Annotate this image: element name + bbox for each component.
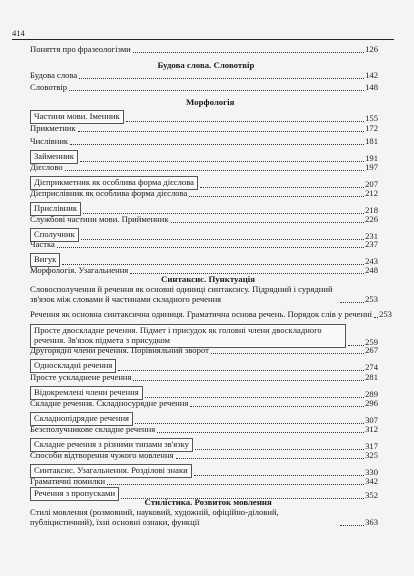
leader-dots <box>70 144 364 145</box>
toc-entry-label: Складне речення. Складносурядне речення <box>30 398 189 408</box>
leader-dots <box>157 432 364 433</box>
leader-dots <box>133 52 364 53</box>
toc-entry[interactable] <box>30 83 378 93</box>
toc-entry-label: Способи відтворення чужого мовлення <box>30 450 174 460</box>
toc-entry-label: Безсполучникове складне речення <box>30 424 156 434</box>
toc-entry-label: Морфологія. Узагальнення <box>30 265 129 275</box>
toc-entry-label: Граматичні помилки <box>30 476 106 486</box>
toc-entry[interactable] <box>30 309 392 320</box>
toc-entry-label: Частка <box>30 239 55 249</box>
toc-entry[interactable] <box>30 45 378 55</box>
toc-entry-label: Дієприкметник як особлива форма дієслова <box>30 176 198 190</box>
toc-entry-label: Словосполучення й речення як основні одиниці синтаксису. Підрядний і сурядний зв'язок між словами й частинами складного речення <box>30 284 333 304</box>
toc-entry-label: Складнопідрядне речення <box>30 412 133 426</box>
leader-dots <box>340 525 364 526</box>
toc-entry[interactable] <box>30 508 378 528</box>
toc-entry-label: Складне речення з різними типами зв'язку <box>30 438 193 452</box>
leader-dots <box>133 380 364 381</box>
toc-entry-label: Дієприслівник як особлива форма дієслова <box>30 188 188 198</box>
leader-dots <box>80 161 364 162</box>
toc-entry-label: Сполучник <box>30 228 79 242</box>
toc-entry-page: 259 <box>365 336 378 347</box>
section-heading: Морфологія <box>186 97 235 107</box>
toc-entry-page: 212 <box>365 188 378 198</box>
toc-entry-page: 307 <box>365 415 378 425</box>
toc-entry[interactable] <box>30 150 378 164</box>
toc-entry-label: Прислівник <box>30 202 81 216</box>
toc-entry-page: 274 <box>365 362 378 372</box>
toc-entry[interactable] <box>30 189 378 199</box>
leader-dots <box>79 78 364 79</box>
leader-dots <box>69 90 364 91</box>
toc-entry[interactable] <box>30 124 378 134</box>
toc-entry[interactable] <box>30 451 378 461</box>
leader-dots <box>176 458 365 459</box>
toc-entry-page: 325 <box>365 450 378 460</box>
toc-entry-label: Частини мови. Іменник <box>30 110 124 124</box>
section-heading: Синтаксис. Пунктуація <box>161 274 255 284</box>
toc-entry[interactable] <box>30 137 378 147</box>
toc-entry-page: 191 <box>365 153 378 163</box>
toc-entry-page: 317 <box>365 441 378 451</box>
toc-entry-page: 155 <box>365 113 378 123</box>
toc-entry-label: Речення з пропусками <box>30 487 119 501</box>
toc-entry-page: 126 <box>365 44 378 54</box>
toc-entry[interactable] <box>30 477 378 487</box>
toc-entry-label: Поняття про фразеологізми <box>30 44 131 54</box>
toc-entry[interactable] <box>30 425 378 435</box>
toc-entry[interactable] <box>30 71 378 81</box>
leader-dots <box>78 131 364 132</box>
toc-entry-page: 172 <box>365 123 378 133</box>
toc-entry-page: 218 <box>365 205 378 215</box>
leader-dots <box>200 187 364 188</box>
toc-entry-page: 312 <box>365 424 378 434</box>
toc-entry-label: Службові частини мови. Прийменник <box>30 214 169 224</box>
toc-entry[interactable] <box>30 359 378 373</box>
toc-entry-page: 231 <box>365 231 378 241</box>
toc-entry-label: Будова слова <box>30 70 78 80</box>
toc-entry-page: 142 <box>365 70 378 80</box>
toc-entry-label: Займенник <box>30 150 78 164</box>
toc-entry-page: 296 <box>365 398 378 408</box>
leader-dots <box>171 222 365 223</box>
toc-entry-label: Другорядні члени речення. Порівняльний зворот <box>30 345 209 355</box>
leader-dots <box>374 317 378 318</box>
leader-dots <box>57 247 364 248</box>
toc-entry-label: Синтаксис. Узагальнення. Розділові знаки <box>30 464 192 478</box>
page-number: 414 <box>12 28 25 38</box>
toc-entry-page: 181 <box>365 136 378 146</box>
leader-dots <box>340 302 364 303</box>
toc-entry[interactable] <box>30 373 378 383</box>
leader-dots <box>195 449 364 450</box>
toc-entry[interactable] <box>30 215 378 225</box>
toc-entry[interactable] <box>30 163 378 173</box>
leader-dots <box>189 196 364 197</box>
section-heading: Стилістика. Розвиток мовлення <box>144 497 272 507</box>
leader-dots <box>65 170 364 171</box>
toc-entry-page: 352 <box>365 490 378 500</box>
toc-entry-label: Числівник <box>30 136 69 146</box>
toc-entry-page: 237 <box>365 239 378 249</box>
toc-entry-page: 342 <box>365 476 378 486</box>
toc-entry[interactable] <box>30 346 378 356</box>
toc-entry[interactable] <box>30 285 378 305</box>
toc-entry-label: Стилі мовлення (розмовний, науковий, художній, офіційно-діловий, публіцистичний), їхні основні ознаки, функції <box>30 507 279 527</box>
toc-entry[interactable] <box>30 399 378 409</box>
toc-entry-page: 363 <box>365 516 378 527</box>
leader-dots <box>118 370 364 371</box>
toc-entry-label: Речення як основна синтаксична одиниця. Граматична основа речень. Порядок слів у реченні <box>30 309 373 319</box>
toc-entry-page: 281 <box>365 372 378 382</box>
toc-entry-page: 207 <box>365 179 378 189</box>
toc-entry[interactable] <box>30 110 378 124</box>
toc-entry-label: Односкладні речення <box>30 359 116 373</box>
toc-entry-label: Просте двоскладне речення. Підмет і присудок як головні члени двоскладного речення. Зв'язок підмета з присудком <box>30 324 346 348</box>
toc-entry-label: Просте ускладнене речення <box>30 372 132 382</box>
toc-entry-page: 248 <box>365 265 378 275</box>
toc-entry-label: Прикметник <box>30 123 76 133</box>
section-heading: Будова слова. Словотвір <box>157 60 255 70</box>
toc-entry-page: 330 <box>365 467 378 477</box>
toc-entry[interactable] <box>30 240 378 250</box>
toc-entry-page: 243 <box>365 256 378 266</box>
leader-dots <box>135 423 364 424</box>
toc-entry-page: 253 <box>365 293 378 304</box>
toc-entry-page: 226 <box>365 214 378 224</box>
toc-entry-label: Словотвір <box>30 82 67 92</box>
leader-dots <box>107 484 364 485</box>
toc-entry-label: Вигук <box>30 253 60 267</box>
toc-entry-page: 253 <box>379 309 392 319</box>
toc-entry-page: 267 <box>365 345 378 355</box>
toc-entry-label: Відокремлені члени речення <box>30 386 143 400</box>
leader-dots <box>126 121 364 122</box>
toc-entry-page: 197 <box>365 162 378 172</box>
leader-dots <box>211 353 364 354</box>
leader-dots <box>190 406 364 407</box>
leader-dots <box>194 475 364 476</box>
toc-entry-label: Дієслово <box>30 162 63 172</box>
toc-entry-page: 289 <box>365 389 378 399</box>
toc-entry-page: 148 <box>365 82 378 92</box>
